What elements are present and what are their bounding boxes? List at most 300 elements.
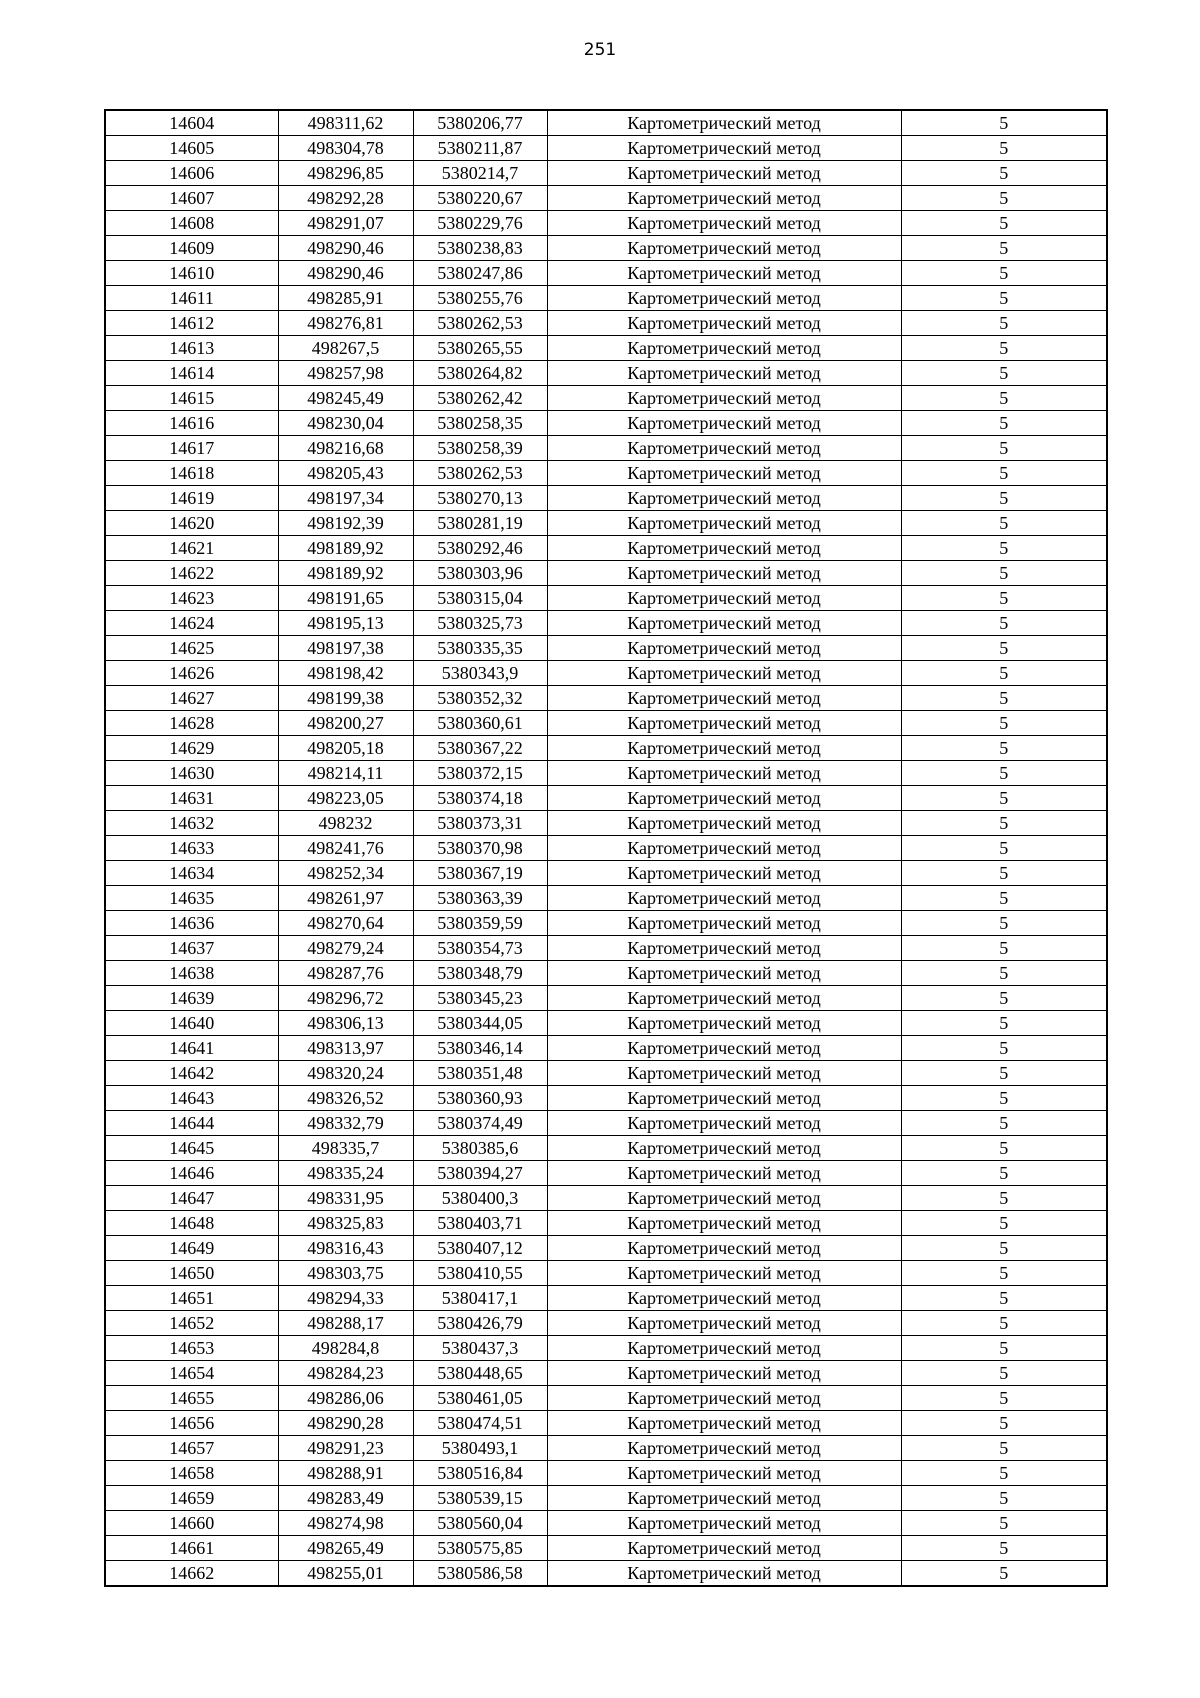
point-number-cell: 14620	[105, 511, 278, 536]
table-row	[105, 1036, 1107, 1061]
accuracy-cell: 5	[901, 386, 1107, 411]
point-number-cell: 14651	[105, 1286, 278, 1311]
x-coordinate-cell: 498255,01	[278, 1561, 413, 1587]
point-number-cell: 14637	[105, 936, 278, 961]
y-coordinate-cell: 5380351,48	[413, 1061, 547, 1086]
y-coordinate-cell: 5380303,96	[413, 561, 547, 586]
method-cell: Картометрический метод	[547, 461, 901, 486]
coordinates-table	[104, 109, 1108, 1587]
accuracy-cell: 5	[901, 486, 1107, 511]
point-number-cell: 14611	[105, 286, 278, 311]
y-coordinate-cell: 5380258,35	[413, 411, 547, 436]
method-cell: Картометрический метод	[547, 1186, 901, 1211]
x-coordinate-cell: 498284,8	[278, 1336, 413, 1361]
y-coordinate-cell: 5380461,05	[413, 1386, 547, 1411]
y-coordinate-cell: 5380359,59	[413, 911, 547, 936]
accuracy-cell: 5	[901, 686, 1107, 711]
point-number-cell: 14638	[105, 961, 278, 986]
method-cell: Картометрический метод	[547, 1436, 901, 1461]
table-row	[105, 236, 1107, 261]
point-number-cell: 14610	[105, 261, 278, 286]
table-row	[105, 1561, 1107, 1587]
y-coordinate-cell: 5380229,76	[413, 211, 547, 236]
method-cell: Картометрический метод	[547, 361, 901, 386]
point-number-cell: 14661	[105, 1536, 278, 1561]
method-cell: Картометрический метод	[547, 386, 901, 411]
table-row	[105, 686, 1107, 711]
table-row	[105, 186, 1107, 211]
y-coordinate-cell: 5380403,71	[413, 1211, 547, 1236]
accuracy-cell: 5	[901, 661, 1107, 686]
table-row	[105, 1111, 1107, 1136]
y-coordinate-cell: 5380265,55	[413, 336, 547, 361]
accuracy-cell: 5	[901, 1136, 1107, 1161]
y-coordinate-cell: 5380211,87	[413, 136, 547, 161]
point-number-cell: 14626	[105, 661, 278, 686]
table-row	[105, 936, 1107, 961]
y-coordinate-cell: 5380539,15	[413, 1486, 547, 1511]
x-coordinate-cell: 498288,17	[278, 1311, 413, 1336]
y-coordinate-cell: 5380255,76	[413, 286, 547, 311]
point-number-cell: 14616	[105, 411, 278, 436]
y-coordinate-cell: 5380206,77	[413, 110, 547, 136]
accuracy-cell: 5	[901, 261, 1107, 286]
y-coordinate-cell: 5380346,14	[413, 1036, 547, 1061]
accuracy-cell: 5	[901, 1561, 1107, 1587]
y-coordinate-cell: 5380367,19	[413, 861, 547, 886]
method-cell: Картометрический метод	[547, 1511, 901, 1536]
point-number-cell: 14629	[105, 736, 278, 761]
method-cell: Картометрический метод	[547, 1261, 901, 1286]
method-cell: Картометрический метод	[547, 586, 901, 611]
x-coordinate-cell: 498287,76	[278, 961, 413, 986]
y-coordinate-cell: 5380407,12	[413, 1236, 547, 1261]
point-number-cell: 14623	[105, 586, 278, 611]
table-row	[105, 1461, 1107, 1486]
x-coordinate-cell: 498200,27	[278, 711, 413, 736]
x-coordinate-cell: 498306,13	[278, 1011, 413, 1036]
point-number-cell: 14640	[105, 1011, 278, 1036]
accuracy-cell: 5	[901, 1011, 1107, 1036]
accuracy-cell: 5	[901, 1111, 1107, 1136]
x-coordinate-cell: 498290,28	[278, 1411, 413, 1436]
x-coordinate-cell: 498274,98	[278, 1511, 413, 1536]
x-coordinate-cell: 498192,39	[278, 511, 413, 536]
x-coordinate-cell: 498288,91	[278, 1461, 413, 1486]
table-row	[105, 1311, 1107, 1336]
accuracy-cell: 5	[901, 1486, 1107, 1511]
x-coordinate-cell: 498291,07	[278, 211, 413, 236]
point-number-cell: 14635	[105, 886, 278, 911]
accuracy-cell: 5	[901, 361, 1107, 386]
x-coordinate-cell: 498331,95	[278, 1186, 413, 1211]
method-cell: Картометрический метод	[547, 110, 901, 136]
y-coordinate-cell: 5380374,49	[413, 1111, 547, 1136]
table-row	[105, 311, 1107, 336]
x-coordinate-cell: 498197,38	[278, 636, 413, 661]
table-row	[105, 1411, 1107, 1436]
accuracy-cell: 5	[901, 1211, 1107, 1236]
method-cell: Картометрический метод	[547, 711, 901, 736]
method-cell: Картометрический метод	[547, 236, 901, 261]
y-coordinate-cell: 5380238,83	[413, 236, 547, 261]
point-number-cell: 14612	[105, 311, 278, 336]
x-coordinate-cell: 498290,46	[278, 236, 413, 261]
x-coordinate-cell: 498232	[278, 811, 413, 836]
point-number-cell: 14627	[105, 686, 278, 711]
accuracy-cell: 5	[901, 186, 1107, 211]
y-coordinate-cell: 5380373,31	[413, 811, 547, 836]
x-coordinate-cell: 498303,75	[278, 1261, 413, 1286]
y-coordinate-cell: 5380262,53	[413, 311, 547, 336]
point-number-cell: 14628	[105, 711, 278, 736]
table-row	[105, 286, 1107, 311]
x-coordinate-cell: 498290,46	[278, 261, 413, 286]
table-row	[105, 1486, 1107, 1511]
table-row	[105, 1211, 1107, 1236]
point-number-cell: 14630	[105, 761, 278, 786]
table-row	[105, 1161, 1107, 1186]
method-cell: Картометрический метод	[547, 1561, 901, 1587]
method-cell: Картометрический метод	[547, 536, 901, 561]
point-number-cell: 14632	[105, 811, 278, 836]
point-number-cell: 14625	[105, 636, 278, 661]
accuracy-cell: 5	[901, 1161, 1107, 1186]
point-number-cell: 14650	[105, 1261, 278, 1286]
x-coordinate-cell: 498214,11	[278, 761, 413, 786]
accuracy-cell: 5	[901, 936, 1107, 961]
x-coordinate-cell: 498316,43	[278, 1236, 413, 1261]
y-coordinate-cell: 5380247,86	[413, 261, 547, 286]
table-row	[105, 436, 1107, 461]
point-number-cell: 14624	[105, 611, 278, 636]
table-row	[105, 336, 1107, 361]
y-coordinate-cell: 5380344,05	[413, 1011, 547, 1036]
accuracy-cell: 5	[901, 236, 1107, 261]
table-row	[105, 136, 1107, 161]
method-cell: Картометрический метод	[547, 1411, 901, 1436]
accuracy-cell: 5	[901, 1461, 1107, 1486]
accuracy-cell: 5	[901, 161, 1107, 186]
table-row	[105, 561, 1107, 586]
x-coordinate-cell: 498296,85	[278, 161, 413, 186]
accuracy-cell: 5	[901, 886, 1107, 911]
accuracy-cell: 5	[901, 1386, 1107, 1411]
point-number-cell: 14658	[105, 1461, 278, 1486]
accuracy-cell: 5	[901, 961, 1107, 986]
x-coordinate-cell: 498304,78	[278, 136, 413, 161]
x-coordinate-cell: 498332,79	[278, 1111, 413, 1136]
table-row	[105, 736, 1107, 761]
y-coordinate-cell: 5380354,73	[413, 936, 547, 961]
point-number-cell: 14641	[105, 1036, 278, 1061]
table-row	[105, 261, 1107, 286]
method-cell: Картометрический метод	[547, 1236, 901, 1261]
method-cell: Картометрический метод	[547, 1111, 901, 1136]
table-row	[105, 661, 1107, 686]
y-coordinate-cell: 5380214,7	[413, 161, 547, 186]
point-number-cell: 14644	[105, 1111, 278, 1136]
method-cell: Картометрический метод	[547, 786, 901, 811]
accuracy-cell: 5	[901, 461, 1107, 486]
method-cell: Картометрический метод	[547, 1161, 901, 1186]
point-number-cell: 14621	[105, 536, 278, 561]
point-number-cell: 14646	[105, 1161, 278, 1186]
method-cell: Картометрический метод	[547, 736, 901, 761]
table-row	[105, 1436, 1107, 1461]
x-coordinate-cell: 498284,23	[278, 1361, 413, 1386]
method-cell: Картометрический метод	[547, 1011, 901, 1036]
accuracy-cell: 5	[901, 110, 1107, 136]
y-coordinate-cell: 5380385,6	[413, 1136, 547, 1161]
point-number-cell: 14662	[105, 1561, 278, 1587]
coordinates-table-body	[105, 110, 1107, 1586]
y-coordinate-cell: 5380394,27	[413, 1161, 547, 1186]
method-cell: Картометрический метод	[547, 761, 901, 786]
y-coordinate-cell: 5380262,42	[413, 386, 547, 411]
point-number-cell: 14645	[105, 1136, 278, 1161]
point-number-cell: 14606	[105, 161, 278, 186]
accuracy-cell: 5	[901, 761, 1107, 786]
method-cell: Картометрический метод	[547, 1136, 901, 1161]
accuracy-cell: 5	[901, 811, 1107, 836]
point-number-cell: 14633	[105, 836, 278, 861]
table-row	[105, 110, 1107, 136]
y-coordinate-cell: 5380262,53	[413, 461, 547, 486]
table-row	[105, 761, 1107, 786]
y-coordinate-cell: 5380258,39	[413, 436, 547, 461]
y-coordinate-cell: 5380370,98	[413, 836, 547, 861]
table-row	[105, 1236, 1107, 1261]
point-number-cell: 14631	[105, 786, 278, 811]
method-cell: Картометрический метод	[547, 211, 901, 236]
point-number-cell: 14639	[105, 986, 278, 1011]
method-cell: Картометрический метод	[547, 136, 901, 161]
accuracy-cell: 5	[901, 1086, 1107, 1111]
point-number-cell: 14660	[105, 1511, 278, 1536]
table-row	[105, 611, 1107, 636]
point-number-cell: 14622	[105, 561, 278, 586]
table-row	[105, 486, 1107, 511]
table-row	[105, 161, 1107, 186]
point-number-cell: 14649	[105, 1236, 278, 1261]
table-row	[105, 1286, 1107, 1311]
accuracy-cell: 5	[901, 136, 1107, 161]
table-row	[105, 811, 1107, 836]
table-row	[105, 1536, 1107, 1561]
method-cell: Картометрический метод	[547, 161, 901, 186]
x-coordinate-cell: 498335,7	[278, 1136, 413, 1161]
method-cell: Картометрический метод	[547, 1486, 901, 1511]
y-coordinate-cell: 5380560,04	[413, 1511, 547, 1536]
table-row	[105, 1011, 1107, 1036]
method-cell: Картометрический метод	[547, 411, 901, 436]
x-coordinate-cell: 498270,64	[278, 911, 413, 936]
point-number-cell: 14618	[105, 461, 278, 486]
y-coordinate-cell: 5380417,1	[413, 1286, 547, 1311]
accuracy-cell: 5	[901, 1436, 1107, 1461]
x-coordinate-cell: 498252,34	[278, 861, 413, 886]
x-coordinate-cell: 498257,98	[278, 361, 413, 386]
method-cell: Картометрический метод	[547, 811, 901, 836]
accuracy-cell: 5	[901, 1236, 1107, 1261]
y-coordinate-cell: 5380516,84	[413, 1461, 547, 1486]
y-coordinate-cell: 5380315,04	[413, 586, 547, 611]
method-cell: Картометрический метод	[547, 911, 901, 936]
method-cell: Картометрический метод	[547, 986, 901, 1011]
table-row	[105, 861, 1107, 886]
accuracy-cell: 5	[901, 1361, 1107, 1386]
method-cell: Картометрический метод	[547, 436, 901, 461]
table-row	[105, 1136, 1107, 1161]
method-cell: Картометрический метод	[547, 1336, 901, 1361]
table-row	[105, 361, 1107, 386]
x-coordinate-cell: 498223,05	[278, 786, 413, 811]
method-cell: Картометрический метод	[547, 1361, 901, 1386]
x-coordinate-cell: 498320,24	[278, 1061, 413, 1086]
x-coordinate-cell: 498276,81	[278, 311, 413, 336]
x-coordinate-cell: 498279,24	[278, 936, 413, 961]
table-row	[105, 836, 1107, 861]
y-coordinate-cell: 5380363,39	[413, 886, 547, 911]
y-coordinate-cell: 5380410,55	[413, 1261, 547, 1286]
y-coordinate-cell: 5380360,61	[413, 711, 547, 736]
method-cell: Картометрический метод	[547, 1036, 901, 1061]
method-cell: Картометрический метод	[547, 561, 901, 586]
method-cell: Картометрический метод	[547, 486, 901, 511]
y-coordinate-cell: 5380343,9	[413, 661, 547, 686]
table-row	[105, 986, 1107, 1011]
accuracy-cell: 5	[901, 586, 1107, 611]
accuracy-cell: 5	[901, 836, 1107, 861]
x-coordinate-cell: 498294,33	[278, 1286, 413, 1311]
point-number-cell: 14605	[105, 136, 278, 161]
y-coordinate-cell: 5380335,35	[413, 636, 547, 661]
x-coordinate-cell: 498283,49	[278, 1486, 413, 1511]
table-row	[105, 461, 1107, 486]
point-number-cell: 14634	[105, 861, 278, 886]
accuracy-cell: 5	[901, 1061, 1107, 1086]
table-row	[105, 1261, 1107, 1286]
table-row	[105, 1061, 1107, 1086]
table-row	[105, 636, 1107, 661]
method-cell: Картометрический метод	[547, 611, 901, 636]
point-number-cell: 14608	[105, 211, 278, 236]
method-cell: Картометрический метод	[547, 286, 901, 311]
method-cell: Картометрический метод	[547, 961, 901, 986]
accuracy-cell: 5	[901, 436, 1107, 461]
page-number: 251	[583, 40, 617, 60]
x-coordinate-cell: 498189,92	[278, 561, 413, 586]
x-coordinate-cell: 498189,92	[278, 536, 413, 561]
table-row	[105, 911, 1107, 936]
y-coordinate-cell: 5380264,82	[413, 361, 547, 386]
accuracy-cell: 5	[901, 861, 1107, 886]
table-row	[105, 786, 1107, 811]
point-number-cell: 14615	[105, 386, 278, 411]
method-cell: Картометрический метод	[547, 1386, 901, 1411]
y-coordinate-cell: 5380367,22	[413, 736, 547, 761]
method-cell: Картометрический метод	[547, 1286, 901, 1311]
point-number-cell: 14654	[105, 1361, 278, 1386]
accuracy-cell: 5	[901, 711, 1107, 736]
method-cell: Картометрический метод	[547, 1536, 901, 1561]
table-row	[105, 1186, 1107, 1211]
method-cell: Картометрический метод	[547, 1211, 901, 1236]
y-coordinate-cell: 5380400,3	[413, 1186, 547, 1211]
y-coordinate-cell: 5380325,73	[413, 611, 547, 636]
method-cell: Картометрический метод	[547, 686, 901, 711]
accuracy-cell: 5	[901, 1411, 1107, 1436]
point-number-cell: 14613	[105, 336, 278, 361]
accuracy-cell: 5	[901, 1261, 1107, 1286]
method-cell: Картометрический метод	[547, 261, 901, 286]
point-number-cell: 14617	[105, 436, 278, 461]
x-coordinate-cell: 498326,52	[278, 1086, 413, 1111]
y-coordinate-cell: 5380474,51	[413, 1411, 547, 1436]
x-coordinate-cell: 498230,04	[278, 411, 413, 436]
x-coordinate-cell: 498292,28	[278, 186, 413, 211]
accuracy-cell: 5	[901, 286, 1107, 311]
x-coordinate-cell: 498197,34	[278, 486, 413, 511]
point-number-cell: 14652	[105, 1311, 278, 1336]
x-coordinate-cell: 498285,91	[278, 286, 413, 311]
x-coordinate-cell: 498265,49	[278, 1536, 413, 1561]
point-number-cell: 14636	[105, 911, 278, 936]
point-number-cell: 14643	[105, 1086, 278, 1111]
point-number-cell: 14642	[105, 1061, 278, 1086]
y-coordinate-cell: 5380437,3	[413, 1336, 547, 1361]
accuracy-cell: 5	[901, 1336, 1107, 1361]
accuracy-cell: 5	[901, 786, 1107, 811]
accuracy-cell: 5	[901, 1286, 1107, 1311]
x-coordinate-cell: 498335,24	[278, 1161, 413, 1186]
accuracy-cell: 5	[901, 411, 1107, 436]
method-cell: Картометрический метод	[547, 1061, 901, 1086]
accuracy-cell: 5	[901, 1511, 1107, 1536]
method-cell: Картометрический метод	[547, 1461, 901, 1486]
x-coordinate-cell: 498286,06	[278, 1386, 413, 1411]
x-coordinate-cell: 498198,42	[278, 661, 413, 686]
x-coordinate-cell: 498191,65	[278, 586, 413, 611]
y-coordinate-cell: 5380374,18	[413, 786, 547, 811]
method-cell: Картометрический метод	[547, 836, 901, 861]
y-coordinate-cell: 5380360,93	[413, 1086, 547, 1111]
y-coordinate-cell: 5380426,79	[413, 1311, 547, 1336]
x-coordinate-cell: 498311,62	[278, 110, 413, 136]
table-row	[105, 1336, 1107, 1361]
method-cell: Картометрический метод	[547, 936, 901, 961]
table-row	[105, 1361, 1107, 1386]
method-cell: Картометрический метод	[547, 661, 901, 686]
method-cell: Картометрический метод	[547, 511, 901, 536]
y-coordinate-cell: 5380372,15	[413, 761, 547, 786]
x-coordinate-cell: 498261,97	[278, 886, 413, 911]
table-row	[105, 511, 1107, 536]
method-cell: Картометрический метод	[547, 311, 901, 336]
point-number-cell: 14659	[105, 1486, 278, 1511]
method-cell: Картометрический метод	[547, 186, 901, 211]
table-row	[105, 961, 1107, 986]
x-coordinate-cell: 498313,97	[278, 1036, 413, 1061]
y-coordinate-cell: 5380575,85	[413, 1536, 547, 1561]
table-row	[105, 211, 1107, 236]
x-coordinate-cell: 498216,68	[278, 436, 413, 461]
table-row	[105, 1086, 1107, 1111]
accuracy-cell: 5	[901, 1536, 1107, 1561]
y-coordinate-cell: 5380448,65	[413, 1361, 547, 1386]
point-number-cell: 14604	[105, 110, 278, 136]
